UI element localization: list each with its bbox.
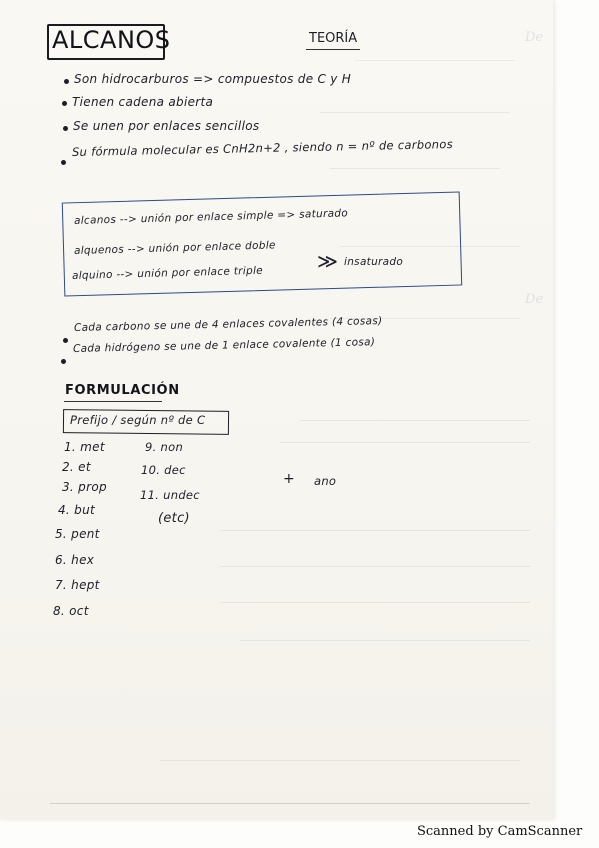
prefix-item: 3. prop <box>62 480 107 494</box>
prefix-item: 2. et <box>62 460 91 474</box>
bullet-dot <box>61 160 66 165</box>
rule-insaturado: insaturado <box>344 256 404 268</box>
bullet-text: Son hidrocarburos => compuestos de C y H <box>74 72 352 86</box>
suffix-ano: ano <box>314 474 337 488</box>
prefix-item: 11. undec <box>140 488 200 502</box>
prefix-item: 4. but <box>58 503 95 517</box>
prefix-header: Prefijo / según nº de C <box>70 413 206 427</box>
bullet-text: Cada hidrógeno se une de 1 enlace covalente (1 cosa) <box>72 336 376 355</box>
prefix-item: 1. met <box>64 440 105 454</box>
bleed-through-line <box>160 760 520 761</box>
bleed-through-line <box>220 566 530 567</box>
bullet-text: Tienen cadena abierta <box>72 95 214 109</box>
bleed-through-line <box>220 530 530 531</box>
bleed-through-line <box>220 602 530 603</box>
scanner-watermark: Scanned by CamScanner <box>417 824 583 839</box>
page-title: ALCANOS <box>52 26 171 54</box>
double-arrow-brace: ≫ <box>317 249 339 273</box>
bullet-dot <box>61 359 66 364</box>
bullet-dot <box>63 126 68 131</box>
page-edge-shadow <box>50 803 530 804</box>
bullet-text: Su fórmula molecular es CnH2n+2 , siendo n = nº de carbonos <box>71 137 454 159</box>
bleed-through-mark: De <box>525 30 544 45</box>
bullet-dot <box>64 79 69 84</box>
bullet-text: Cada carbono se une de 4 enlaces covalentes (4 cosas) <box>73 315 383 334</box>
prefix-item: 7. hept <box>55 578 100 592</box>
section-title-underline <box>306 49 360 50</box>
prefix-item: 5. pent <box>55 527 100 541</box>
rule-alcanos: alcanos --> unión por enlace simple => saturado <box>73 207 349 227</box>
prefix-item: 6. hex <box>55 553 95 567</box>
plus-sign: + <box>283 471 296 487</box>
prefix-item: 9. non <box>145 440 184 454</box>
bleed-through-line <box>240 640 530 641</box>
formulation-heading-underline <box>64 401 162 402</box>
bleed-through-line <box>280 442 530 443</box>
prefix-etc: (etc) <box>158 511 190 526</box>
bullet-text: Se unen por enlaces sencillos <box>73 119 260 133</box>
bleed-through-line <box>330 168 500 169</box>
prefix-item: 8. oct <box>53 604 89 618</box>
bullet-dot <box>63 338 68 343</box>
bleed-through-line <box>355 60 515 61</box>
bleed-through-line <box>320 112 510 113</box>
section-title: TEORÍA <box>309 31 358 46</box>
bleed-through-mark: De <box>525 292 544 307</box>
formulation-heading: FORMULACIÓN <box>65 383 180 398</box>
prefix-item: 10. dec <box>141 463 186 477</box>
rule-alquino: alquino --> unión por enlace triple <box>71 264 264 282</box>
bleed-through-line <box>300 420 530 421</box>
rule-alquenos: alquenos --> unión por enlace doble <box>73 239 276 257</box>
bullet-dot <box>62 101 67 106</box>
